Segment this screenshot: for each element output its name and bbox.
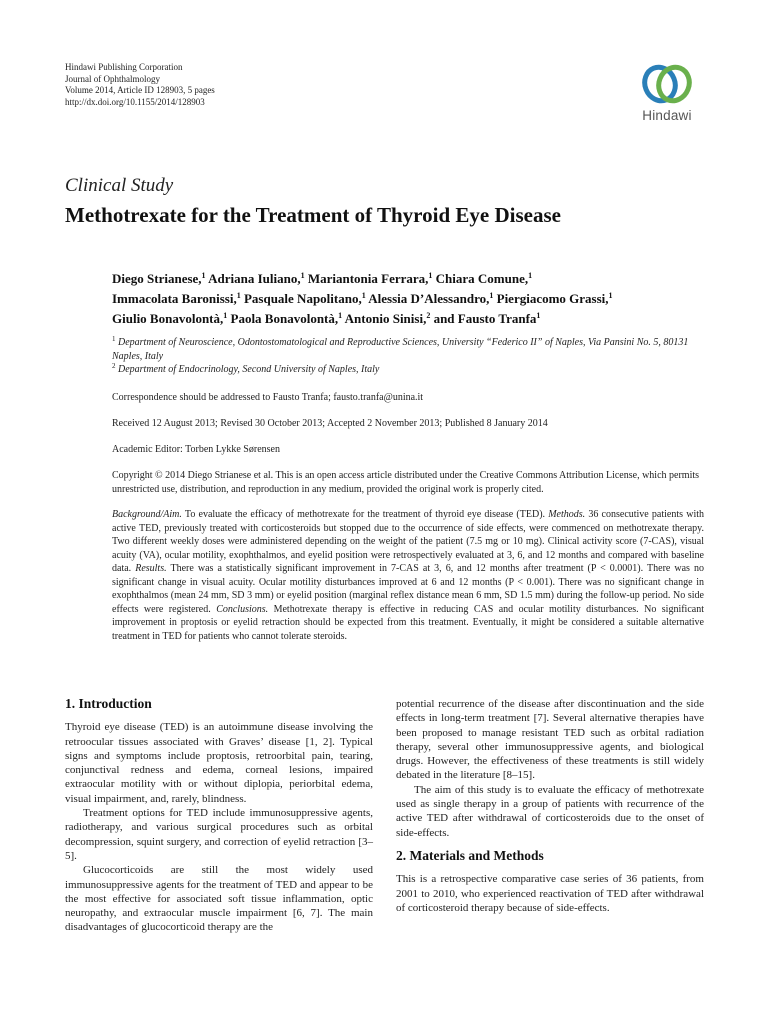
affiliation-mark: 2 xyxy=(112,362,116,370)
abstract-text-results: There was a statistically significant improvement in 7-CAS at 3, 6, and 12 months after treatment (P < 0.0001). There was no significant change in visual acuity. Ocular motility disturbances improved at 6 and 12 months (P < 0.001). There was no significant change in exophthalmos (mean 24 mm, SD 3 mm) or eyelid position (marginal reflex distance mean 6 mm, SD 1.5 mm) during the follow-up period. No side effects were registered. xyxy=(112,563,704,615)
volume-info: Volume 2014, Article ID 128903, 5 pages xyxy=(65,85,215,95)
publication-info xyxy=(65,62,215,108)
abstract-text-methods: 36 consecutive patients with active TED, previously treated with corticosteroids but stopped due to the occurrence of side effects, were commenced on methotrexate therapy. Two different weekly doses were administered depending on the weight of the patient (7.5 mg or 10 mg). Clinical activity score (7-CAS), visual acuity (VA), ocular motility, exophthalmos, and eyelid position were retrospectively evaluated at 3, 6, and 12 months and compared with baseline data. xyxy=(112,509,705,574)
intro-paragraph: Treatment options for TED include immunosuppressive agents, radiotherapy, and various surgical procedures such as orbital decompression, squint surgery, and correction of eyelid retraction [3–5]. xyxy=(65,807,373,862)
affiliation xyxy=(112,363,704,377)
copyright-notice: Copyright © 2014 Diego Strianese et al. This is an open access article distributed under the Creative Commons Attribution License, which permits unrestricted use, distribution, and reproduction in any medium, provided the original work is properly cited. xyxy=(112,470,700,495)
intro-paragraph: The aim of this study is to evaluate the efficacy of methotrexate used as single therapy in a group of patients with recurrence of the active TED after withdrawal of corticosteroids due to the onset of side-effects. xyxy=(396,783,704,839)
author-name: Paola Bonavolontà, xyxy=(230,311,339,326)
affiliation-text: Department of Endocrinology, Second University of Naples, Italy xyxy=(118,364,380,375)
intro-paragraph: potential recurrence of the disease after discontinuation and the side effects in long-term treatment [7]. Several alternative therapies have been proposed to manage resistant TED such as orbital radiation therapy, several other immunosuppressive agents, and biological drugs. However, the effectiveness of these treatments is still widely debated in the literature [8–15]. xyxy=(396,698,704,782)
methods-paragraph: This is a retrospective comparative case series of 36 patients, from 2001 to 2010, who experienced reactivation of TED after withdrawal of corticosteroid therapy because of side-effects. xyxy=(396,873,704,914)
author-name: Alessia D’Alessandro, xyxy=(368,291,490,306)
author-list xyxy=(112,269,712,329)
abstract-label-results: Results. xyxy=(135,563,167,574)
abstract-text-conclusions: Methotrexate therapy is effective in reducing CAS and ocular motility disturbances. No significant improvement in proptosis or eyelid retraction should be expected from this treatment. Eventually, it might be considered a suitable alternative treatment in TED for patients who cannot tolerate steroids. xyxy=(112,603,704,642)
author-name: Chiara Comune, xyxy=(435,271,529,286)
publication-dates: Received 12 August 2013; Revised 30 October 2013; Accepted 2 November 2013; Published 8 January 2014 xyxy=(112,418,548,429)
affiliation xyxy=(112,336,704,363)
author-name: Diego Strianese, xyxy=(112,271,202,286)
author-affiliation-mark: 1 xyxy=(338,311,343,320)
author-affiliation-mark: 1 xyxy=(361,291,366,300)
logo-text: Hindawi xyxy=(642,108,692,123)
hindawi-rings-icon xyxy=(641,62,693,106)
section-heading-introduction: 1. Introduction xyxy=(65,696,152,711)
article-title: Methotrexate for the Treatment of Thyroid Eye Disease xyxy=(65,203,561,227)
intro-paragraph: Glucocorticoids are still the most widely used immunosuppressive agents for the treatment of TED and appear to be the most effective for associated soft tissue inflammation, optic neuropathy, and extraocular muscle impairment [6, 7]. The main disadvantages of glucocorticoid therapy are the xyxy=(65,864,373,934)
affiliation-mark: 1 xyxy=(112,335,116,343)
abstract-label-background: Background/Aim. xyxy=(112,509,182,520)
author-affiliation-mark: 1 xyxy=(536,311,541,320)
author-affiliation-mark: 1 xyxy=(528,271,533,280)
journal-name: Journal of Ophthalmology xyxy=(65,73,160,84)
author-name: Piergiacomo Grassi, xyxy=(496,291,609,306)
author-name: Mariantonia Ferrara, xyxy=(307,271,429,286)
publisher-name: Hindawi Publishing Corporation xyxy=(65,62,183,72)
author-affiliation-mark: 2 xyxy=(426,311,431,320)
author-affiliation-mark: 1 xyxy=(489,291,494,300)
author-affiliation-mark: 1 xyxy=(300,271,305,280)
author-name: Giulio Bonavolontà, xyxy=(112,311,224,326)
author-affiliation-mark: 1 xyxy=(608,291,613,300)
author-line xyxy=(112,289,712,309)
academic-editor: Academic Editor: Torben Lykke Sørensen xyxy=(112,444,280,455)
author-line xyxy=(112,309,712,329)
right-column xyxy=(396,697,704,915)
doi-link[interactable]: http://dx.doi.org/10.1155/2014/128903 xyxy=(65,96,205,107)
author-affiliation-mark: 1 xyxy=(223,311,228,320)
abstract xyxy=(112,508,704,643)
author-name: Pasquale Napolitano, xyxy=(243,291,362,306)
affiliation-text: Department of Neuroscience, Odontostomatological and Reproductive Sciences, University “Federico II” of Naples, Via Pansini No. 5, 80131 Naples, Italy xyxy=(112,337,689,362)
correspondence: Correspondence should be addressed to Fausto Tranfa; fausto.tranfa@unina.it xyxy=(112,392,424,403)
author-affiliation-mark: 1 xyxy=(428,271,433,280)
abstract-label-methods: Methods. xyxy=(548,509,586,520)
abstract-label-conclusions: Conclusions. xyxy=(216,603,269,615)
abstract-text-background: To evaluate the efficacy of methotrexate for the treatment of thyroid eye disease (TED). xyxy=(184,509,546,520)
author-name: Antonio Sinisi, xyxy=(344,311,427,326)
author-affiliation-mark: 1 xyxy=(201,271,206,280)
left-column xyxy=(65,697,373,935)
author-name: Immacolata Baronissi, xyxy=(112,291,237,306)
intro-paragraph: Thyroid eye disease (TED) is an autoimmune disease involving the retroocular tissues associated with Graves’ disease [1, 2]. Typical signs and symptoms include proptosis, retroorbital pain, tearing, conjunctival redness and edema, corneal lesions, impaired extraocular motility with or without diplopia, periorbital edema, visual impairment, and, rarely, blindness. xyxy=(65,721,373,805)
affiliations xyxy=(112,336,704,377)
section-heading-methods: 2. Materials and Methods xyxy=(396,847,544,863)
article-type: Clinical Study xyxy=(65,175,174,196)
hindawi-logo xyxy=(630,62,704,123)
author-name: Adriana Iuliano, xyxy=(208,271,301,286)
author-affiliation-mark: 1 xyxy=(236,291,241,300)
author-name: and Fausto Tranfa xyxy=(433,311,537,326)
author-line xyxy=(112,269,712,289)
